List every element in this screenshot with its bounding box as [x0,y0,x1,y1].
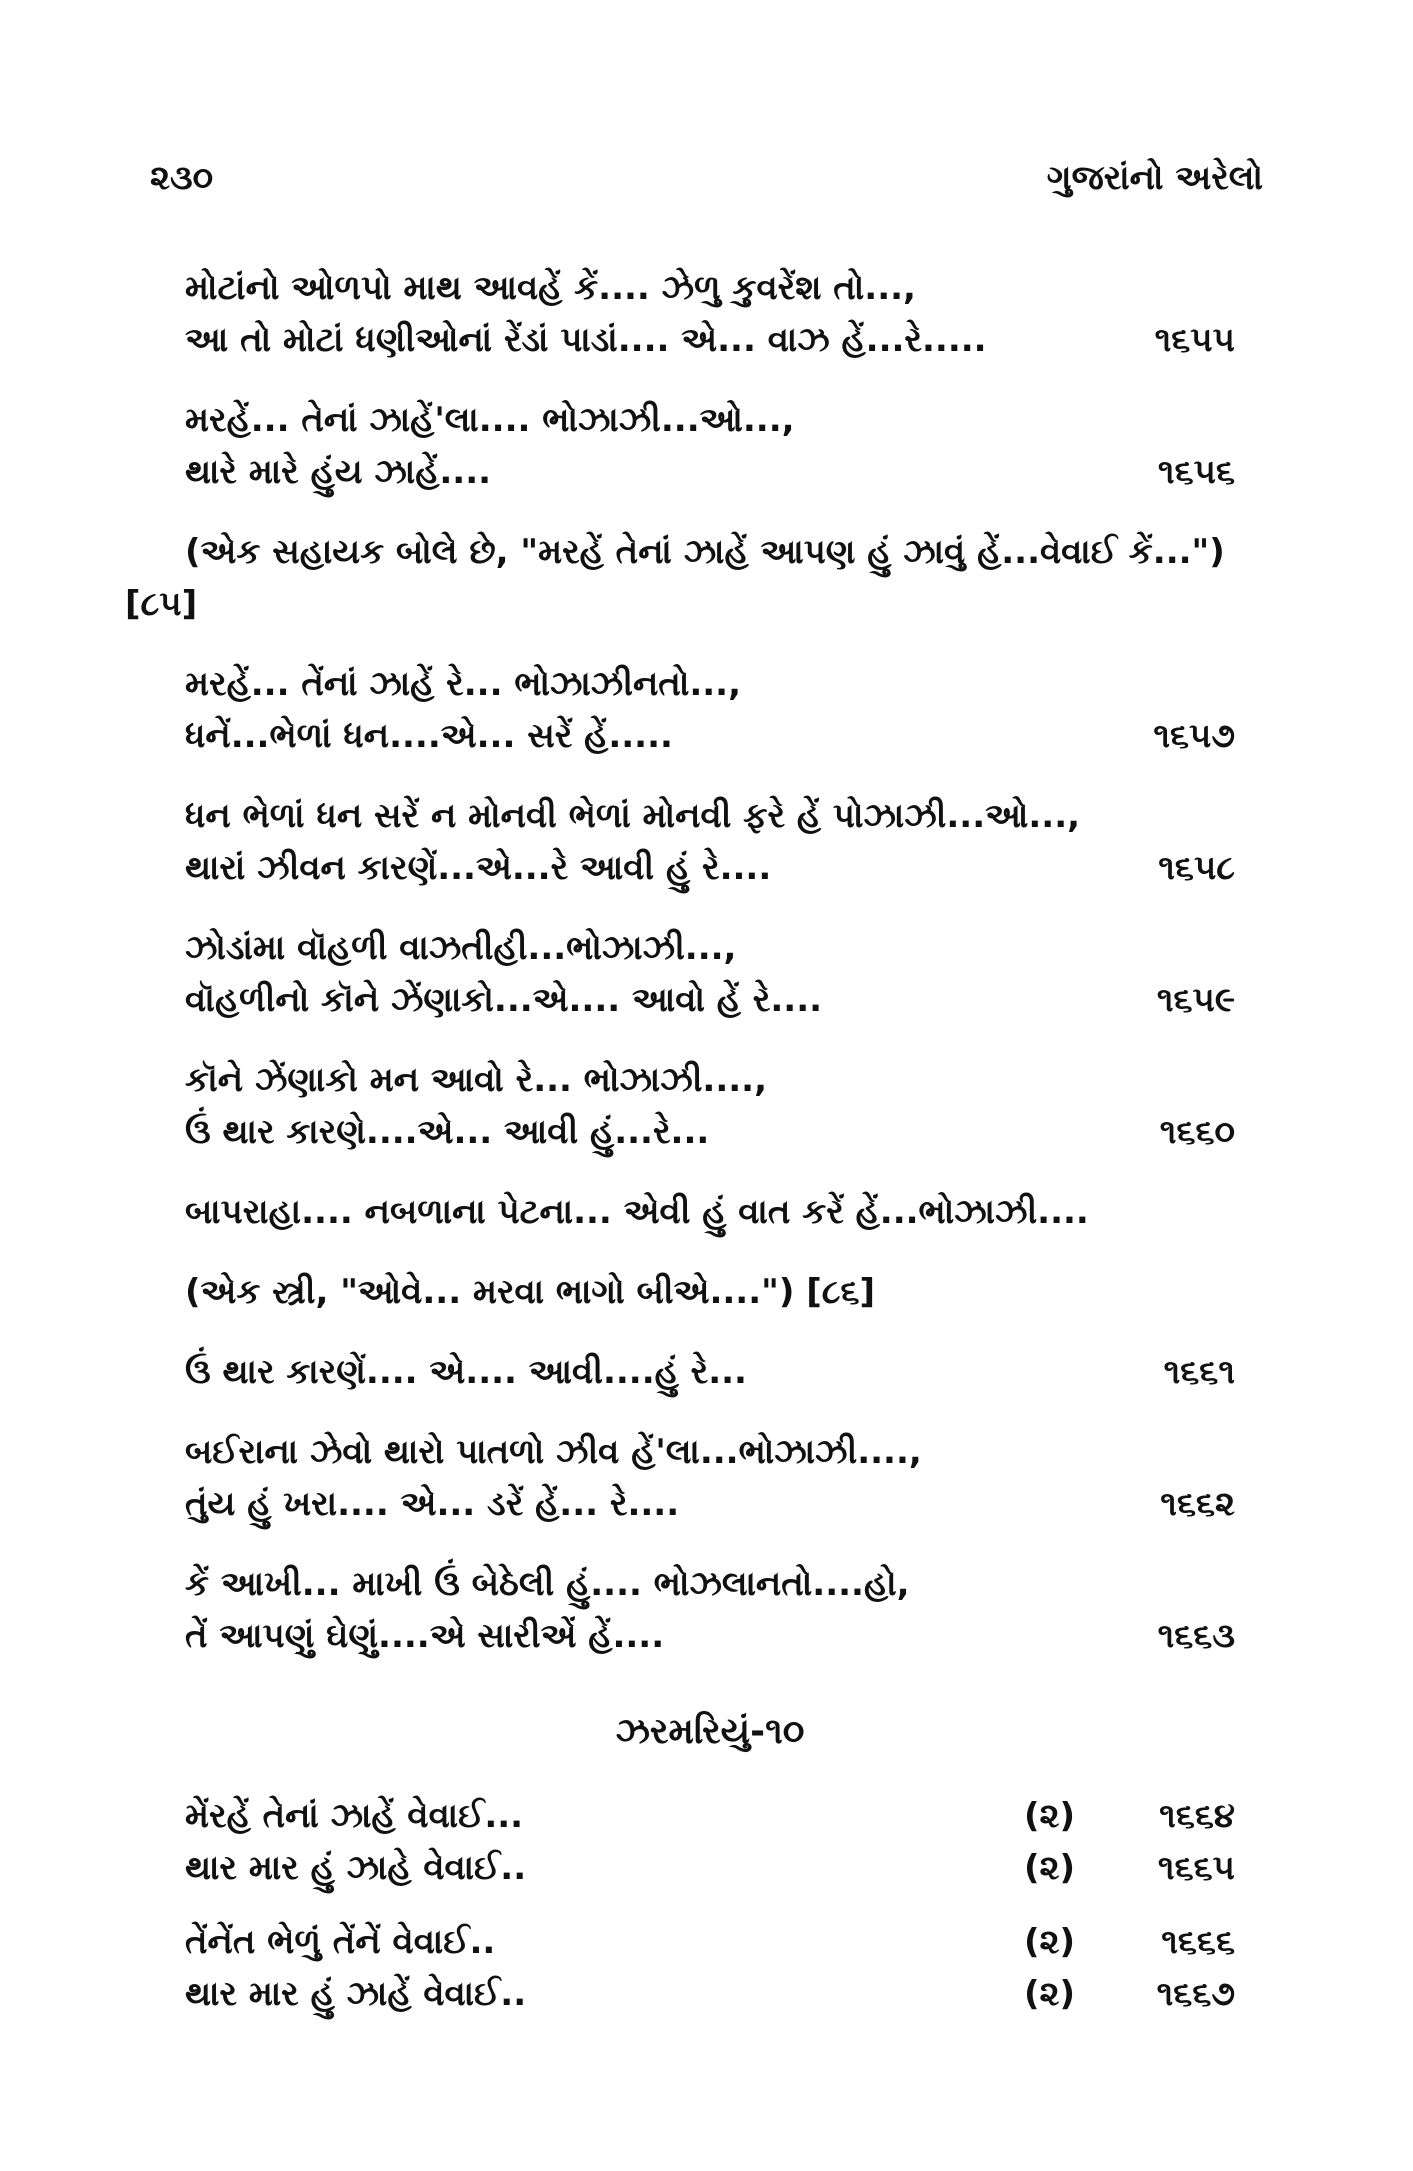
verse-text: થારે મારે હુંય ઝાહેં.... [185,452,492,492]
verse-number: ૧૬૫૬ [1157,452,1235,492]
verse-text: તેં આપણું ઘેણું....એ સારીએં હેં.... [185,1616,665,1656]
verse-text: આ તો મોટાં ધણીઓનાં રેંડાં પાડાં.... એ... વાઝ હેં...રે..... [185,320,987,360]
repeat-marker: (૨) [1023,1922,1075,1962]
verse-text: મરહેં... તેંનાં ઝાહેં રે... ભોઝાઝીનતો..., [185,664,741,704]
verse-number: ૧૬૬૪ [1159,1796,1235,1836]
stanza-1655 [185,262,1235,366]
refrain-group [185,1916,1235,2020]
verse-number: ૧૬૬૨ [1160,1484,1235,1524]
section-title: ઝરમરિયું-૧૦ [615,1711,805,1752]
verse-number: ૧૬૫૯ [1156,980,1235,1020]
verse-text: તુંય હું ખરા.... એ... ડરેં હેં... રે.... [185,1484,680,1524]
verse-text: થારાં ઝીવન કારણેં...એ...રે આવી હું રે.... [185,848,772,888]
verse-number: ૧૬૫૭ [1153,716,1235,756]
verse-number: ૧૬૬૫ [1157,1848,1235,1888]
verse-line [185,710,1235,762]
stanza-1661 [185,1346,1235,1398]
refrain-line [185,1916,1235,1968]
verse-text: ધન ભેળાં ધન સરેં ન મોનવી ભેળાં મોનવી ફરે હેં પોઝાઝી...ઓ..., [185,796,1081,836]
refrain-block [185,1790,1235,2020]
page-content [125,262,1235,2042]
verse-text: મેંરહેં તેનાં ઝાહેં વેવાઈ... [185,1796,524,1836]
stanza-1659 [185,922,1235,1026]
verse-text: કેં આખી... માખી ઉં બેઠેલી હું.... ભોઝલાનતો....હો, [185,1564,910,1604]
verse-text: મરહેં... તેનાં ઝાહેં'લા.... ભોઝાઝી...ઓ..., [185,400,795,440]
stanza-1663 [185,1558,1235,1662]
verse-line [185,1106,1235,1158]
stanza-1656 [185,394,1235,498]
verse-text: મોટાંનો ઓળપો માથ આવહેં કેં.... ઝેળુ કુવરેંશ તો..., [185,268,916,308]
verse-text: બાપરાહા.... નબળાના પેટના... એવી હું વાત કરેં હેં...ભોઝાઝી.... [185,1192,1089,1232]
verse-number: ૧૬૬૭ [1156,1974,1235,2014]
verse-line [185,1426,1235,1478]
verse-line [185,922,1235,974]
verse-line [185,262,1235,314]
verse-text: ઉં થાર કારણેં.... એ.... આવી....હું રે... [185,1352,747,1392]
verse-line [185,446,1235,498]
book-title: ગુજરાંનો અરેલો [1046,158,1263,198]
stanza-1657 [185,658,1235,762]
stanza-1658 [185,790,1235,894]
page-number: ૨૩૦ [150,158,214,198]
stanza-unnumbered [185,1186,1235,1238]
verse-number: ૧૬૬૬ [1161,1922,1235,1962]
verse-line [185,1054,1235,1106]
speaker-note: (એક સહાયક બોલે છે, "મરહેં તેનાં ઝાહેં આપણ હું ઝાવું હેં...વેવાઈ કેં...") [૮૫] [125,532,1225,624]
verse-number: ૧૬૬૩ [1157,1616,1235,1656]
repeat-marker: (૨) [1023,1974,1075,2014]
verse-line [185,790,1235,842]
stanza-1662 [185,1426,1235,1530]
verse-line [185,1558,1235,1610]
refrain-group [185,1790,1235,1894]
verse-line [185,974,1235,1026]
verse-number: ૧૬૬૧ [1163,1352,1235,1392]
verse-text: વૉહળીનો કૉને ઝેંણાકો...એ.... આવો હેં રે.... [185,980,823,1020]
verse-line [185,314,1235,366]
speaker-note: (એક સ્ત્રી, "ઓવે... મરવા ભાગો બીએ....") [૮૬] [185,1272,876,1312]
refrain-line [185,1968,1235,2020]
verse-line [185,1346,1235,1398]
verse-line [185,1186,1235,1238]
repeat-marker: (૨) [1023,1796,1075,1836]
verse-line [185,394,1235,446]
verse-text: થાર માર હું ઝાહેં વેવાઈ.. [185,1974,527,2014]
repeat-marker: (૨) [1023,1848,1075,1888]
verse-text: બઈરાના ઝેવો થારો પાતળો ઝીવ હેં'લા...ભોઝાઝી...., [185,1432,922,1472]
verse-line [185,658,1235,710]
verse-text: ઝોડાંમા વૉહળી વાઝતીહી...ભોઝાઝી..., [185,928,737,968]
running-head [150,158,1263,218]
verse-number: ૧૬૬૦ [1159,1112,1235,1152]
verse-text: તેંનેંત ભેળું તેંનેં વેવાઈ.. [185,1922,496,1962]
stanza-1660 [185,1054,1235,1158]
verse-line [185,1478,1235,1530]
verse-text: કૉને ઝેંણાકો મન આવો રે... ભોઝાઝી...., [185,1060,768,1100]
verse-number: ૧૬૫૮ [1158,848,1235,888]
verse-text: થાર માર હું ઝાહે વેવાઈ.. [185,1848,527,1888]
verse-text: ધનેં...ભેળાં ધન....એ... સરેં હેં..... [185,716,673,756]
refrain-line [185,1842,1235,1894]
verse-line [185,1610,1235,1662]
verse-text: ઉં થાર કારણે....એ... આવી હું...રે... [185,1112,710,1152]
verse-line [185,842,1235,894]
refrain-line [185,1790,1235,1842]
verse-number: ૧૬૫૫ [1154,320,1235,360]
